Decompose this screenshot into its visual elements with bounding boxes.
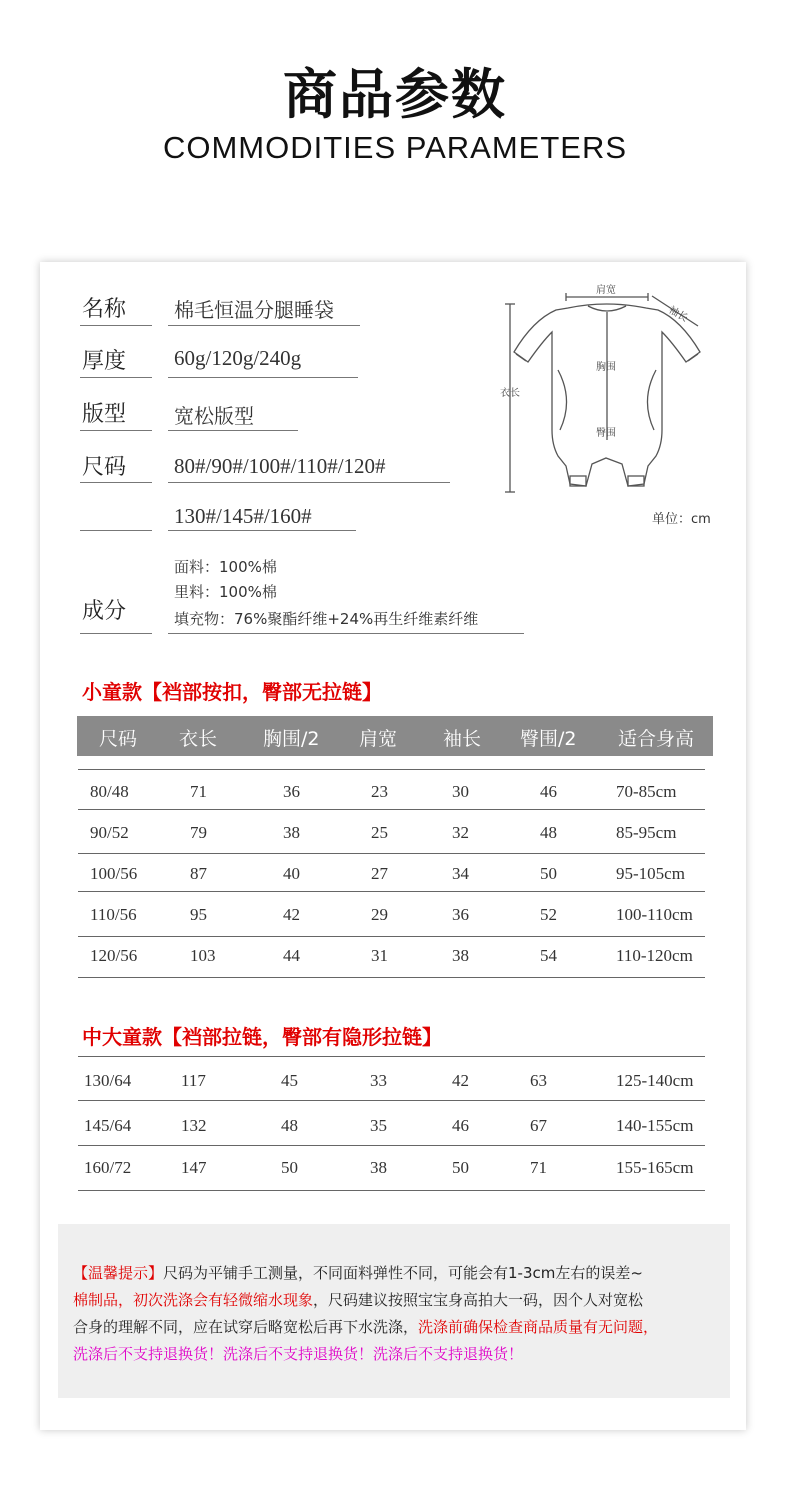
note-warning: 棉制品，初次洗涤会有轻微缩水现象 bbox=[73, 1291, 314, 1309]
notes-box bbox=[58, 1224, 730, 1398]
cell-chest: 45 bbox=[281, 1071, 298, 1090]
header-length: 衣长 bbox=[179, 728, 218, 750]
cell-height: 100-110cm bbox=[616, 905, 693, 924]
row-divider bbox=[78, 1056, 705, 1057]
cell-hip: 52 bbox=[540, 905, 557, 924]
cell-chest: 50 bbox=[281, 1158, 298, 1177]
divider bbox=[80, 325, 152, 326]
cell-size: 80/48 bbox=[90, 782, 129, 801]
size-value-1: 80#/90#/100#/110#/120# bbox=[174, 454, 386, 478]
cell-shoulder: 23 bbox=[371, 782, 388, 801]
cell-shoulder: 29 bbox=[371, 905, 388, 924]
cell-length: 147 bbox=[181, 1158, 207, 1177]
cell-size: 120/56 bbox=[90, 946, 138, 965]
divider bbox=[80, 430, 152, 431]
chest-label: 胸围 bbox=[596, 362, 616, 373]
cell-hip: 48 bbox=[540, 823, 557, 842]
cell-height: 155-165cm bbox=[616, 1158, 694, 1177]
header-sleeve: 袖长 bbox=[443, 728, 482, 750]
cell-height: 125-140cm bbox=[616, 1071, 694, 1090]
header-height: 适合身高 bbox=[618, 728, 695, 750]
row-divider bbox=[78, 853, 705, 854]
cell-length: 95 bbox=[190, 905, 207, 924]
cell-hip: 50 bbox=[540, 864, 557, 883]
cell-height: 70-85cm bbox=[616, 782, 677, 801]
garment-size-diagram bbox=[496, 280, 726, 500]
note-text: 尺码为平铺手工测量，不同面料弹性不同，可能会有1-3cm左右的误差~ bbox=[163, 1264, 643, 1282]
thickness-label: 厚度 bbox=[82, 349, 127, 374]
cell-chest: 36 bbox=[283, 782, 300, 801]
cell-sleeve: 46 bbox=[452, 1116, 469, 1135]
name-value: 棉毛恒温分腿睡袋 bbox=[174, 298, 334, 322]
cell-chest: 48 bbox=[281, 1116, 298, 1135]
composition-lining: 里料：100%棉 bbox=[174, 583, 277, 601]
style-label: 版型 bbox=[82, 402, 127, 427]
style-value: 宽松版型 bbox=[174, 404, 254, 428]
header-chest: 胸围/2 bbox=[263, 728, 320, 750]
row-divider bbox=[78, 1145, 705, 1146]
sleeve-label: 袖长 bbox=[666, 304, 690, 325]
note-text: ，尺码建议按照宝宝身高拍大一码，因个人对宽松 bbox=[313, 1291, 644, 1309]
size-value-2: 130#/145#/160# bbox=[174, 504, 312, 528]
divider bbox=[168, 430, 298, 431]
row-divider bbox=[78, 891, 705, 892]
thickness-value: 60g/120g/240g bbox=[174, 346, 302, 370]
hip-label: 臀围 bbox=[596, 428, 616, 439]
cell-chest: 44 bbox=[283, 946, 300, 965]
divider bbox=[168, 482, 450, 483]
cell-shoulder: 25 bbox=[371, 823, 388, 842]
note-warning: 洗涤前确保检查商品质量有无问题， bbox=[418, 1318, 659, 1336]
cell-sleeve: 30 bbox=[452, 782, 469, 801]
divider bbox=[168, 377, 358, 378]
row-divider bbox=[78, 769, 705, 770]
divider bbox=[168, 325, 360, 326]
page-subtitle: COMMODITIES PARAMETERS bbox=[162, 130, 628, 165]
note-line-3 bbox=[73, 1316, 658, 1337]
cell-length: 79 bbox=[190, 823, 207, 842]
composition-filling: 填充物：76%聚酯纤维+24%再生纤维素纤维 bbox=[174, 610, 479, 628]
cell-chest: 38 bbox=[283, 823, 300, 842]
row-divider bbox=[78, 809, 705, 810]
cell-length: 117 bbox=[181, 1071, 206, 1090]
divider bbox=[80, 530, 152, 531]
cell-chest: 42 bbox=[283, 905, 300, 924]
cell-shoulder: 35 bbox=[370, 1116, 387, 1135]
cell-hip: 71 bbox=[530, 1158, 547, 1177]
cell-sleeve: 32 bbox=[452, 823, 469, 842]
cell-hip: 46 bbox=[540, 782, 557, 801]
cell-sleeve: 34 bbox=[452, 864, 469, 883]
table-small-title: 小童款【裆部按扣，臀部无拉链】 bbox=[82, 680, 382, 704]
row-divider bbox=[78, 1100, 705, 1101]
length-label: 衣长 bbox=[500, 388, 520, 399]
header-hip: 臀围/2 bbox=[520, 728, 577, 750]
row-divider bbox=[78, 936, 705, 937]
divider bbox=[80, 482, 152, 483]
divider bbox=[80, 377, 152, 378]
cell-height: 85-95cm bbox=[616, 823, 677, 842]
cell-sleeve: 36 bbox=[452, 905, 469, 924]
divider bbox=[168, 530, 356, 531]
cell-size: 110/56 bbox=[90, 905, 137, 924]
cell-length: 132 bbox=[181, 1116, 207, 1135]
cell-height: 140-155cm bbox=[616, 1116, 694, 1135]
cell-sleeve: 38 bbox=[452, 946, 469, 965]
composition-shell: 面料：100%棉 bbox=[174, 558, 277, 576]
cell-sleeve: 50 bbox=[452, 1158, 469, 1177]
cell-shoulder: 27 bbox=[371, 864, 388, 883]
cell-shoulder: 31 bbox=[371, 946, 388, 965]
note-line-1 bbox=[73, 1262, 643, 1283]
cell-hip: 67 bbox=[530, 1116, 547, 1135]
composition-label: 成分 bbox=[82, 599, 127, 624]
cell-sleeve: 42 bbox=[452, 1071, 469, 1090]
cell-height: 95-105cm bbox=[616, 864, 685, 883]
cell-length: 103 bbox=[190, 946, 216, 965]
cell-chest: 40 bbox=[283, 864, 300, 883]
divider bbox=[80, 633, 152, 634]
cell-hip: 54 bbox=[540, 946, 557, 965]
cell-size: 160/72 bbox=[84, 1158, 132, 1177]
table-big-title: 中大童款【裆部拉链，臀部有隐形拉链】 bbox=[82, 1025, 442, 1049]
note-line-2 bbox=[73, 1289, 643, 1310]
header-size: 尺码 bbox=[99, 728, 138, 750]
tip-label: 【温馨提示】 bbox=[73, 1264, 164, 1282]
name-label: 名称 bbox=[82, 297, 127, 322]
cell-length: 87 bbox=[190, 864, 207, 883]
table-header bbox=[77, 716, 713, 756]
cell-hip: 63 bbox=[530, 1071, 547, 1090]
note-text: 合身的理解不同，应在试穿后略宽松后再下水洗涤， bbox=[73, 1318, 419, 1336]
unit-label: 单位：cm bbox=[652, 512, 711, 527]
divider bbox=[168, 633, 524, 634]
page-title: 商品参数 bbox=[283, 63, 507, 126]
cell-size: 145/64 bbox=[84, 1116, 132, 1135]
cell-height: 110-120cm bbox=[616, 946, 693, 965]
cell-size: 100/56 bbox=[90, 864, 138, 883]
cell-length: 71 bbox=[190, 782, 207, 801]
note-line-4: 洗涤后不支持退换货！洗涤后不支持退换货！洗涤后不支持退换货！ bbox=[73, 1345, 524, 1363]
row-divider bbox=[78, 977, 705, 978]
size-label: 尺码 bbox=[82, 455, 127, 480]
shoulder-label: 肩宽 bbox=[596, 285, 616, 296]
header-shoulder: 肩宽 bbox=[359, 728, 398, 750]
cell-shoulder: 33 bbox=[370, 1071, 387, 1090]
cell-shoulder: 38 bbox=[370, 1158, 387, 1177]
cell-size: 90/52 bbox=[90, 823, 129, 842]
row-divider bbox=[78, 1190, 705, 1191]
cell-size: 130/64 bbox=[84, 1071, 132, 1090]
